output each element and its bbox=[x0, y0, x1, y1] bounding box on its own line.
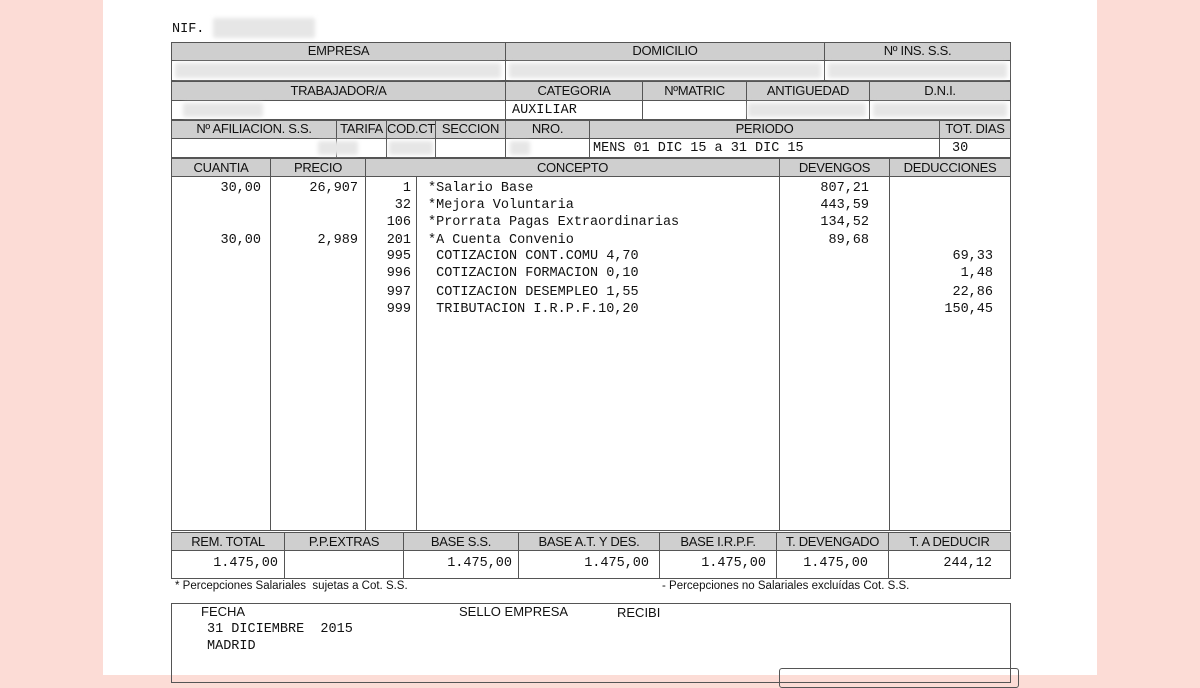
trabajador-redacted bbox=[183, 103, 263, 117]
line-1-precio: 26,907 bbox=[309, 181, 358, 196]
empresa-redacted bbox=[175, 63, 501, 78]
header-precio: PRECIO bbox=[270, 158, 366, 177]
total-t-deducir: 244,12 bbox=[888, 550, 1011, 579]
total-base-at: 1.475,00 bbox=[518, 550, 660, 579]
header-categoria: CATEGORIA bbox=[505, 81, 643, 101]
line-6-code: 996 bbox=[386, 266, 411, 281]
total-pp-extras bbox=[284, 550, 404, 579]
line-4-cuantia: 30,00 bbox=[220, 233, 261, 248]
header-t-deducir: T. A DEDUCIR bbox=[888, 532, 1011, 551]
line-5-concepto: COTIZACION CONT.COMU 4,70 bbox=[428, 249, 639, 264]
line-6-deducciones: 1,48 bbox=[960, 266, 993, 281]
line-1-cuantia: 30,00 bbox=[220, 181, 261, 196]
line-4-devengos: 89,68 bbox=[828, 233, 869, 248]
line-5-deducciones: 69,33 bbox=[952, 249, 993, 264]
line-8-deducciones: 150,45 bbox=[944, 302, 993, 317]
line-4-concepto: *A Cuenta Convenio bbox=[428, 233, 574, 248]
note-no-salariales: - Percepciones no Salariales excluídas Cot. S.S. bbox=[662, 580, 910, 592]
line-3-code: 106 bbox=[386, 215, 411, 230]
domicilio-redacted bbox=[509, 63, 821, 78]
line-1-code: 1 bbox=[402, 181, 411, 196]
value-periodo: MENS 01 DIC 15 a 31 DIC 15 bbox=[589, 138, 940, 158]
line-8-code: 999 bbox=[386, 302, 411, 317]
header-antiguedad: ANTIGUEDAD bbox=[746, 81, 870, 101]
header-cuantia: CUANTIA bbox=[171, 158, 271, 177]
header-rem-total: REM. TOTAL bbox=[171, 532, 285, 551]
line-3-concepto: *Prorrata Pagas Extraordinarias bbox=[428, 215, 680, 230]
header-periodo: PERIODO bbox=[589, 120, 940, 139]
line-4-code: 201 bbox=[386, 233, 411, 248]
value-nmatric bbox=[642, 100, 747, 120]
line-2-devengos: 443,59 bbox=[820, 198, 869, 213]
payslip-sheet bbox=[103, 0, 1097, 675]
line-7-concepto: COTIZACION DESEMPLEO 1,55 bbox=[428, 285, 639, 300]
line-6-concepto: COTIZACION FORMACION 0,10 bbox=[428, 266, 639, 281]
signature-line bbox=[779, 668, 1019, 688]
line-2-code: 32 bbox=[394, 198, 411, 213]
header-afiliacion: Nº AFILIACION. S.S. bbox=[171, 120, 337, 139]
line-1-concepto: *Salario Base bbox=[428, 181, 534, 196]
header-tarifa: TARIFA bbox=[336, 120, 387, 139]
line-1-devengos: 807,21 bbox=[820, 181, 869, 196]
value-afiliacion bbox=[171, 138, 337, 158]
header-ins-ss: Nº INS. S.S. bbox=[824, 42, 1011, 61]
header-empresa: EMPRESA bbox=[171, 42, 506, 61]
line-5-code: 995 bbox=[386, 249, 411, 264]
header-nro: NRO. bbox=[505, 120, 590, 139]
ins-ss-redacted bbox=[828, 63, 1007, 78]
nro-redacted bbox=[510, 141, 530, 155]
header-tot-dias: TOT. DIAS bbox=[939, 120, 1011, 139]
afiliacion-redacted bbox=[318, 141, 358, 155]
line-2-concepto: *Mejora Voluntaria bbox=[428, 198, 574, 213]
dni-redacted bbox=[873, 103, 1007, 117]
header-pp-extras: P.P.EXTRAS bbox=[284, 532, 404, 551]
header-devengos: DEVENGOS bbox=[779, 158, 890, 177]
header-base-irpf: BASE I.R.P.F. bbox=[659, 532, 777, 551]
total-base-ss: 1.475,00 bbox=[403, 550, 519, 579]
antiguedad-redacted bbox=[748, 103, 866, 117]
line-7-deducciones: 22,86 bbox=[952, 285, 993, 300]
line-4-precio: 2,989 bbox=[317, 233, 358, 248]
nif-value-redacted bbox=[213, 18, 315, 38]
header-seccion: SECCION bbox=[435, 120, 506, 139]
codct-redacted bbox=[389, 141, 433, 155]
nif-label: NIF. bbox=[172, 22, 205, 37]
header-deducciones: DEDUCCIONES bbox=[889, 158, 1011, 177]
line-8-concepto: TRIBUTACION I.R.P.F.10,20 bbox=[428, 302, 639, 317]
line-3-devengos: 134,52 bbox=[820, 215, 869, 230]
header-domicilio: DOMICILIO bbox=[505, 42, 825, 61]
header-base-ss: BASE S.S. bbox=[403, 532, 519, 551]
header-t-devengado: T. DEVENGADO bbox=[776, 532, 889, 551]
header-nmatric: NºMATRIC bbox=[642, 81, 747, 101]
total-rem-total: 1.475,00 bbox=[171, 550, 285, 579]
lugar-value: MADRID bbox=[207, 639, 256, 654]
value-tot-dias: 30 bbox=[939, 138, 1011, 158]
value-categoria: AUXILIAR bbox=[505, 100, 643, 120]
line-7-code: 997 bbox=[386, 285, 411, 300]
sello-empresa-label: SELLO EMPRESA bbox=[459, 604, 569, 619]
fecha-label: FECHA bbox=[201, 604, 246, 619]
recibi-label: RECIBI bbox=[617, 605, 661, 620]
header-concepto: CONCEPTO bbox=[365, 158, 780, 177]
note-salariales: * Percepciones Salariales sujetas a Cot. S.S. bbox=[175, 580, 408, 592]
header-trabajador: TRABAJADOR/A bbox=[171, 81, 506, 101]
fecha-value: 31 DICIEMBRE 2015 bbox=[207, 622, 353, 637]
value-seccion bbox=[435, 138, 506, 158]
header-codct: COD.CT bbox=[386, 120, 436, 139]
total-base-irpf: 1.475,00 bbox=[659, 550, 777, 579]
total-t-devengado: 1.475,00 bbox=[776, 550, 889, 579]
header-base-at: BASE A.T. Y DES. bbox=[518, 532, 660, 551]
header-dni: D.N.I. bbox=[869, 81, 1011, 101]
